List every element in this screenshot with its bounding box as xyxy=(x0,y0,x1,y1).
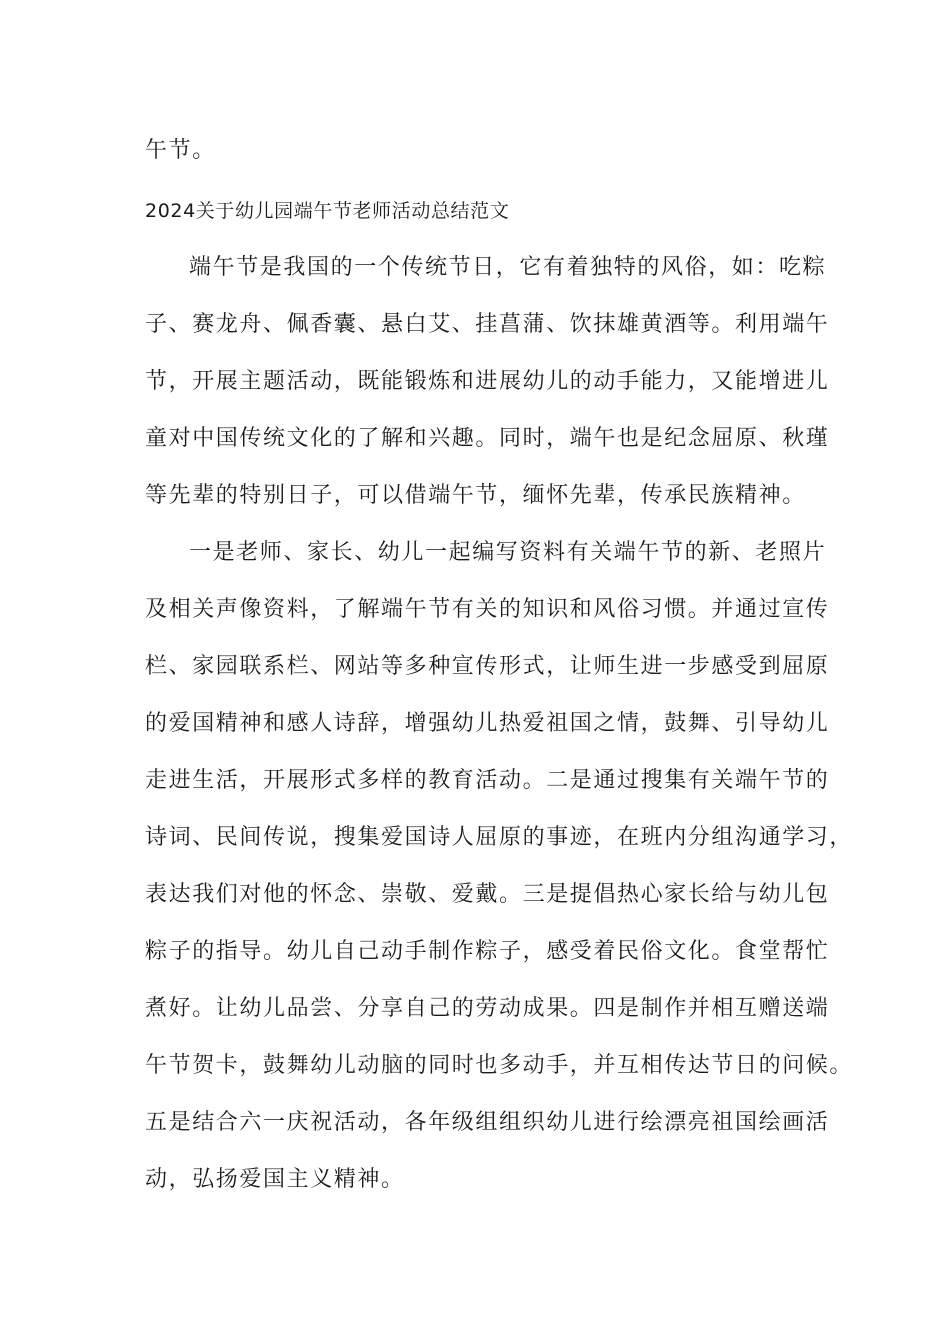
paragraph-line: 五是结合六一庆祝活动，各年级组组织幼儿进行绘漂亮祖国绘画活 xyxy=(145,1110,830,1135)
continuation-text: 午节。 xyxy=(145,138,216,163)
paragraph-line: 一是老师、家长、幼儿一起编写资料有关端午节的新、老照片 xyxy=(189,540,827,565)
paragraph-line: 子、赛龙舟、佩香囊、悬白艾、挂菖蒲、饮抹雄黄酒等。利用端午 xyxy=(145,312,830,337)
paragraph-line: 端午节是我国的一个传统节日，它有着独特的风俗，如：吃粽 xyxy=(189,255,827,280)
paragraph-line: 及相关声像资料，了解端午节有关的知识和风俗习惯。并通过宣传 xyxy=(145,597,830,622)
paragraph-line: 的爱国精神和感人诗辞，增强幼儿热爱祖国之情，鼓舞、引导幼儿 xyxy=(145,711,830,736)
paragraph-line: 煮好。让幼儿品尝、分享自己的劳动成果。四是制作并相互赠送端 xyxy=(145,996,830,1021)
paragraph-line: 节，开展主题活动，既能锻炼和进展幼儿的动手能力，又能增进儿 xyxy=(145,369,830,394)
paragraph-line: 童对中国传统文化的了解和兴趣。同时，端午也是纪念屈原、秋瑾 xyxy=(145,426,830,451)
paragraph-line: 表达我们对他的怀念、崇敬、爱戴。三是提倡热心家长给与幼儿包 xyxy=(145,882,830,907)
paragraph-line: 等先辈的特别日子，可以借端午节，缅怀先辈，传承民族精神。 xyxy=(145,483,806,508)
paragraph-line: 栏、家园联系栏、网站等多种宣传形式，让师生进一步感受到屈原 xyxy=(145,654,830,679)
paragraph-line: 走进生活，开展形式多样的教育活动。二是通过搜集有关端午节的 xyxy=(145,768,830,793)
paragraph-line: 粽子的指导。幼儿自己动手制作粽子，感受着民俗文化。食堂帮忙 xyxy=(145,939,830,964)
paragraph-line: 诗词、民间传说，搜集爱国诗人屈原的事迹，在班内分组沟通学习， xyxy=(145,825,854,850)
paragraph-line: 动，弘扬爱国主义精神。 xyxy=(145,1167,405,1192)
paragraph-line: 午节贺卡，鼓舞幼儿动脑的同时也多动手，并互相传达节日的问候。 xyxy=(145,1053,854,1078)
document-title: 2024关于幼儿园端午节老师活动总结范文 xyxy=(145,200,510,222)
